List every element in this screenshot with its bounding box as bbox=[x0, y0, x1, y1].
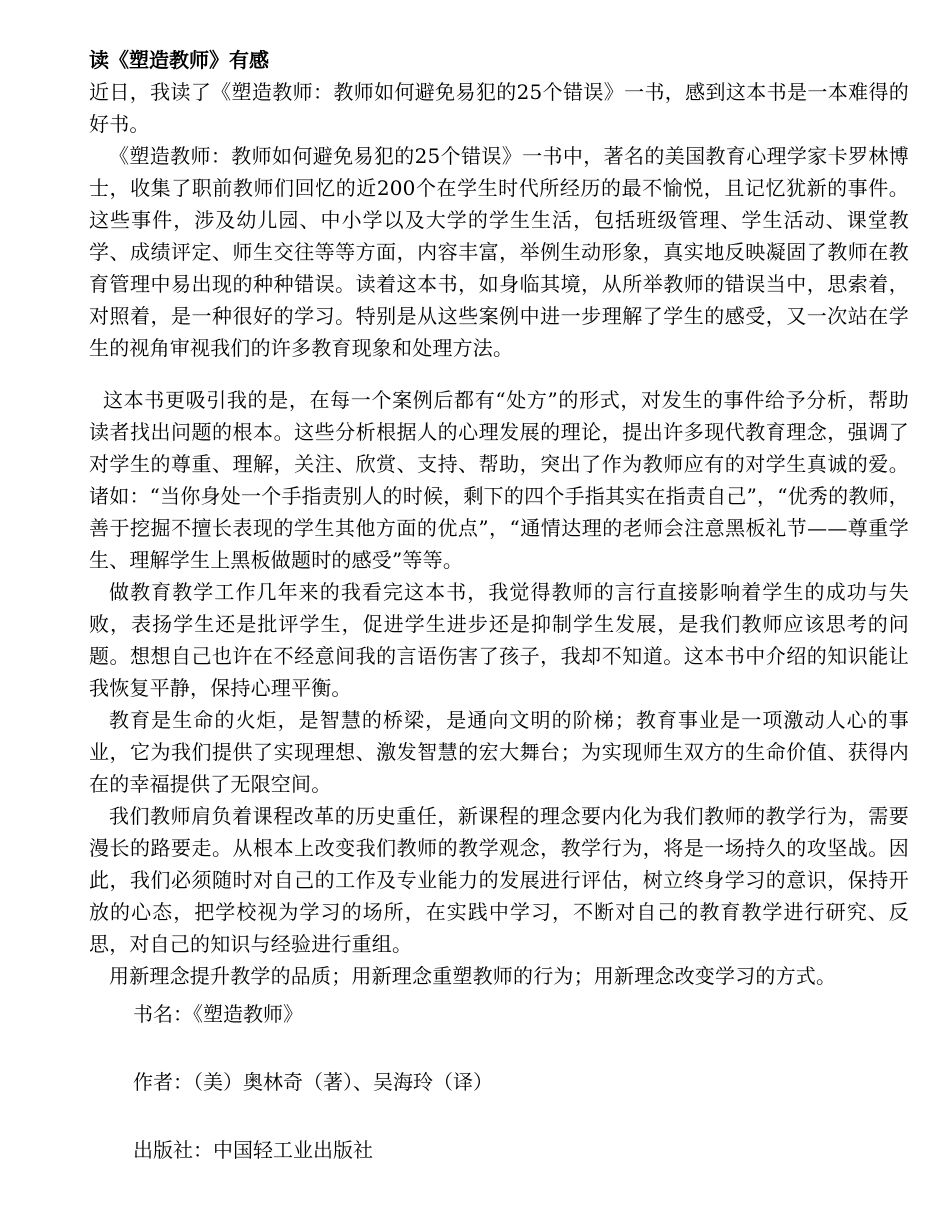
paragraph-book-summary: 《塑造教师：教师如何避免易犯的25个错误》一书中，著名的美国教育心理学家卡罗林博士，收集了职前教师们回忆的近200个在学生时代所经历的最不愉悦，且记忆犹新的事件。这些事件，涉及幼儿园、中小学以及大学的学生生活，包括班级管理、学生活动、课堂教学、成绩评定、师生交往等等方面，内容丰富，举例生动形象，真实地反映凝固了教师在教育管理中易出现的种种错误。读着这本书，如身临其境，从所举教师的错误当中，思索着，对照着，是一种很好的学习。特别是从这些案例中进一步理解了学生的感受，又一次站在学生的视角审视我们的许多教育现象和处理方法。 bbox=[89, 144, 909, 360]
document-title: 读《塑造教师》有感 bbox=[89, 48, 269, 72]
meta-spacer bbox=[89, 1030, 909, 1066]
document-page bbox=[89, 44, 909, 1166]
paragraph-education-torch: 教育是生命的火炬，是智慧的桥梁，是通向文明的阶梯；教育事业是一项激动人心的事业，它为我们提供了实现理想、激发智慧的宏大舞台；为实现师生双方的生命价值、获得内在的幸福提供了无限空间。 bbox=[89, 708, 909, 796]
paragraph-closing: 用新理念提升教学的品质；用新理念重塑教师的行为；用新理念改变学习的方式。 bbox=[109, 964, 837, 988]
paragraph-prescription: 这本书更吸引我的是，在每一个案例后都有“处方”的形式，对发生的事件给予分析，帮助读者找出问题的根本。这些分析根据人的心理发展的理论，提出许多现代教育理念，强调了对学生的尊重、理解，关注、欣赏、支持、帮助，突出了作为教师应有的对学生真诚的爱。诸如：“当你身处一个手指责别人的时候，剩下的四个手指其实在指责自己”，“优秀的教师，善于挖掘不擅长表现的学生其他方面的优点”，“通情达理的老师会注意黑板礼节——尊重学生、理解学生上黑板做题时的感受”等等。 bbox=[89, 388, 909, 572]
book-publisher: 出版社：中国轻工业出版社 bbox=[133, 1138, 373, 1162]
paragraph-spacer bbox=[89, 364, 909, 384]
meta-spacer bbox=[89, 1098, 909, 1134]
book-author: 作者：（美）奥林奇（著）、吴海玲（译） bbox=[133, 1070, 493, 1094]
paragraph-curriculum-reform: 我们教师肩负着课程改革的历史重任，新课程的理念要内化为我们教师的教学行为，需要漫长的路要走。从根本上改变我们教师的教学观念，教学行为，将是一场持久的攻坚战。因此，我们必须随时对自己的工作及专业能力的发展进行评估，树立终身学习的意识，保持开放的心态，把学校视为学习的场所，在实践中学习，不断对自己的教育教学进行研究、反思，对自己的知识与经验进行重组。 bbox=[89, 804, 909, 956]
paragraph-reflection: 做教育教学工作几年来的我看完这本书，我觉得教师的言行直接影响着学生的成功与失败，表扬学生还是批评学生，促进学生进步还是抑制学生发展，是我们教师应该思考的问题。想想自己也许在不经意间我的言语伤害了孩子，我却不知道。这本书中介绍的知识能让我恢复平静，保持心理平衡。 bbox=[89, 580, 909, 700]
paragraph-intro: 近日，我读了《塑造教师：教师如何避免易犯的25个错误》一书，感到这本书是一本难得的好书。 bbox=[89, 80, 909, 136]
book-name: 书名：《塑造教师》 bbox=[133, 1002, 303, 1026]
